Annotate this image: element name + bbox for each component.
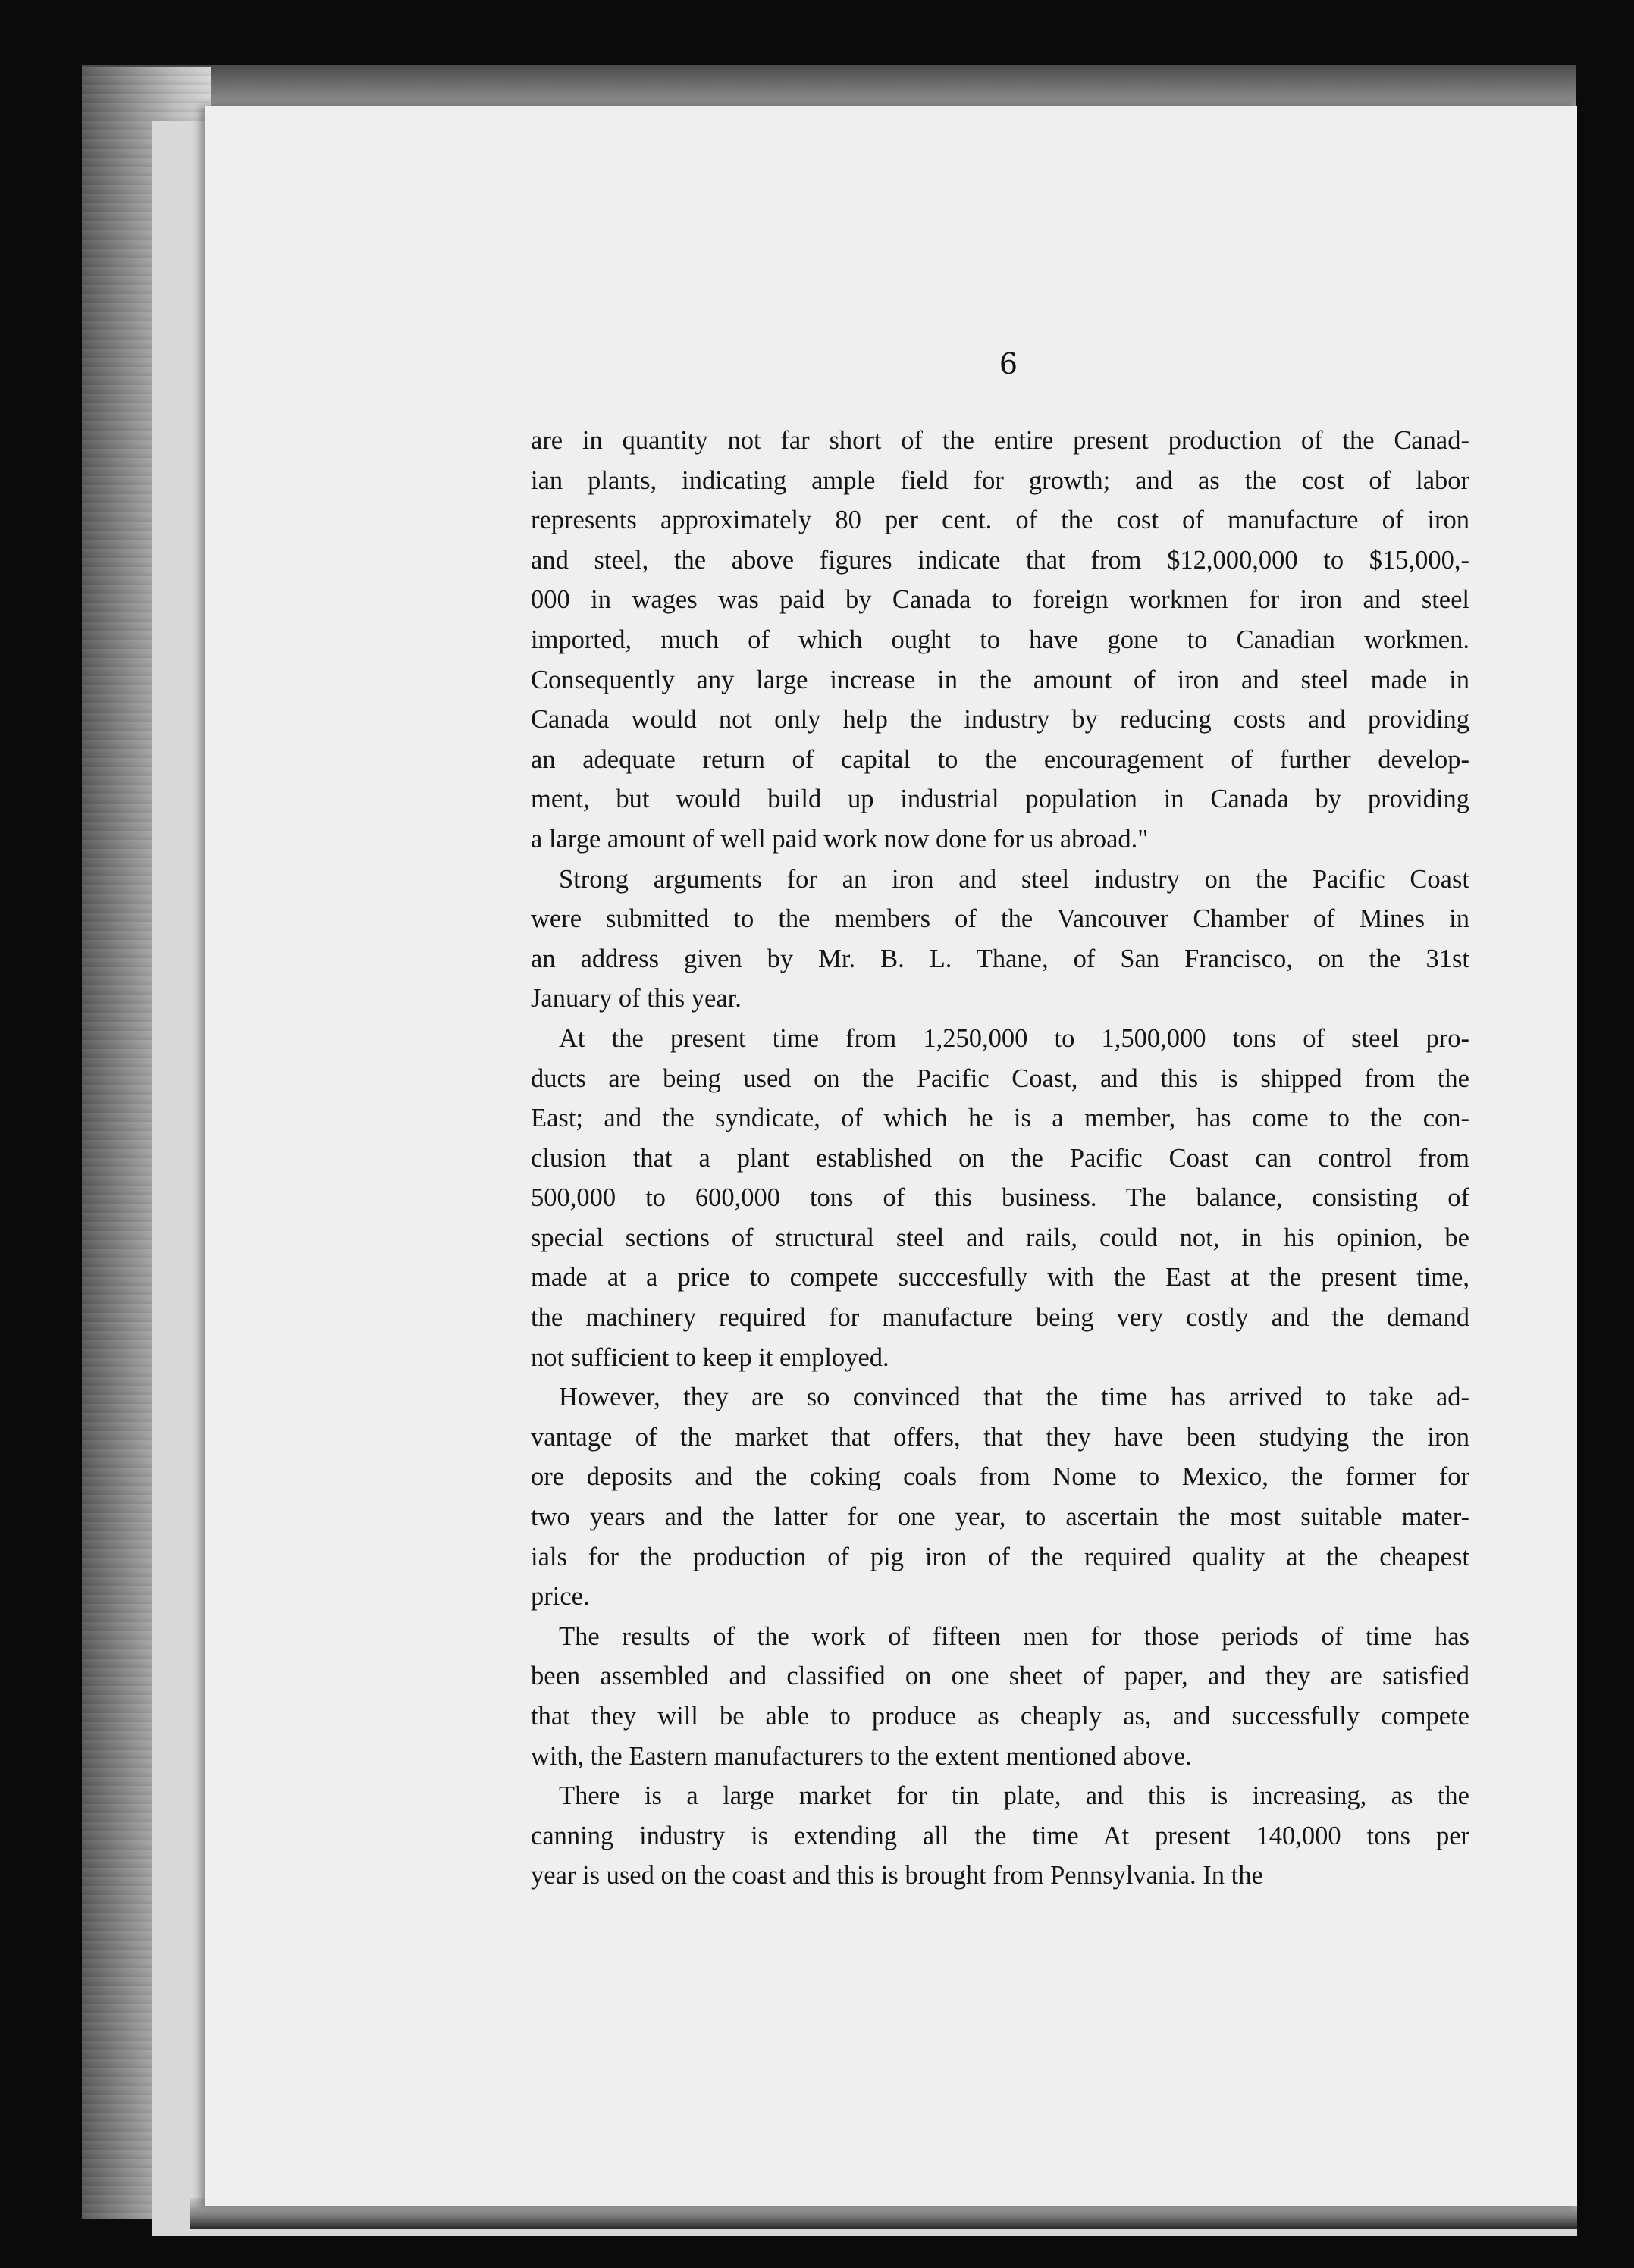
text-line: and steel, the above figures indicate that from $12,000,000 to $15,000,- — [531, 545, 1469, 575]
paragraph — [531, 1617, 1469, 1776]
text-line: 500,000 to 600,000 tons of this business. The balance, consisting of — [531, 1183, 1469, 1213]
body-text — [531, 421, 1469, 1896]
text-line: two years and the latter for one year, to ascertain the most suitable mater- — [531, 1502, 1469, 1532]
text-line: vantage of the market that offers, that they have been studying the iron — [531, 1422, 1469, 1452]
text-line: an adequate return of capital to the encouragement of further develop- — [531, 744, 1469, 774]
text-line: ducts are being used on the Pacific Coast, and this is shipped from the — [531, 1064, 1469, 1093]
text-line: are in quantity not far short of the entire present production of the Canad- — [531, 426, 1469, 455]
text-line: Canada would not only help the industry by reducing costs and providing — [531, 705, 1469, 735]
text-line: made at a price to compete succcesfully with the East at the present time, — [531, 1263, 1469, 1292]
text-line: East; and the syndicate, of which he is a member, has come to the con- — [531, 1104, 1469, 1133]
paragraph — [531, 1776, 1469, 1896]
paragraph — [531, 860, 1469, 1019]
text-line: been assembled and classified on one sheet of paper, and they are satisfied — [531, 1662, 1469, 1691]
text-line: a large amount of well paid work now done for us abroad." — [531, 824, 1149, 854]
text-line: an address given by Mr. B. L. Thane, of San Francisco, on the 31st — [531, 944, 1469, 973]
text-line: represents approximately 80 per cent. of the cost of manufacture of iron — [531, 506, 1469, 535]
text-line: Consequently any large increase in the amount of iron and steel made in — [531, 665, 1469, 694]
text-line: the machinery required for manufacture being very costly and the demand — [531, 1303, 1469, 1333]
text-line: that they will be able to produce as cheaply as, and successfully compete — [531, 1702, 1469, 1731]
paragraph — [531, 1377, 1469, 1617]
text-line: ian plants, indicating ample field for growth; and as the cost of labor — [531, 465, 1469, 495]
text-line: ials for the production of pig iron of the required quality at the cheapest — [531, 1542, 1469, 1571]
text-line: However, they are so convinced that the time has arrived to take ad- — [559, 1383, 1469, 1412]
text-line: ment, but would build up industrial population in Canada by providing — [531, 785, 1469, 814]
text-line: The results of the work of fifteen men for those periods of time has — [559, 1621, 1469, 1651]
text-line: not sufficient to keep it employed. — [531, 1342, 889, 1372]
text-line: 000 in wages was paid by Canada to foreign workmen for iron and steel — [531, 585, 1469, 615]
text-line: clusion that a plant established on the Pacific Coast can control from — [531, 1143, 1469, 1173]
page-number: 6 — [999, 347, 1018, 381]
text-line: year is used on the coast and this is brought from Pennsylvania. In the — [531, 1861, 1263, 1891]
text-line: special sections of structural steel and rails, could not, in his opinion, be — [531, 1223, 1469, 1252]
text-line: January of this year. — [531, 984, 742, 1013]
text-line: price. — [531, 1582, 590, 1612]
text-line: There is a large market for tin plate, and this is increasing, as the — [559, 1781, 1469, 1811]
text-line: Strong arguments for an iron and steel industry on the Pacific Coast — [559, 864, 1469, 894]
text-line: with, the Eastern manufacturers to the extent mentioned above. — [531, 1741, 1192, 1771]
text-line: were submitted to the members of the Vancouver Chamber of Mines in — [531, 904, 1469, 934]
paragraph — [531, 421, 1469, 860]
text-line: canning industry is extending all the time At present 140,000 tons per — [531, 1821, 1469, 1850]
text-line: At the present time from 1,250,000 to 1,500,000 tons of steel pro- — [559, 1023, 1469, 1053]
text-line: ore deposits and the coking coals from Nome to Mexico, the former for — [531, 1462, 1469, 1492]
paragraph — [531, 1019, 1469, 1377]
text-line: imported, much of which ought to have gone to Canadian workmen. — [531, 625, 1469, 654]
